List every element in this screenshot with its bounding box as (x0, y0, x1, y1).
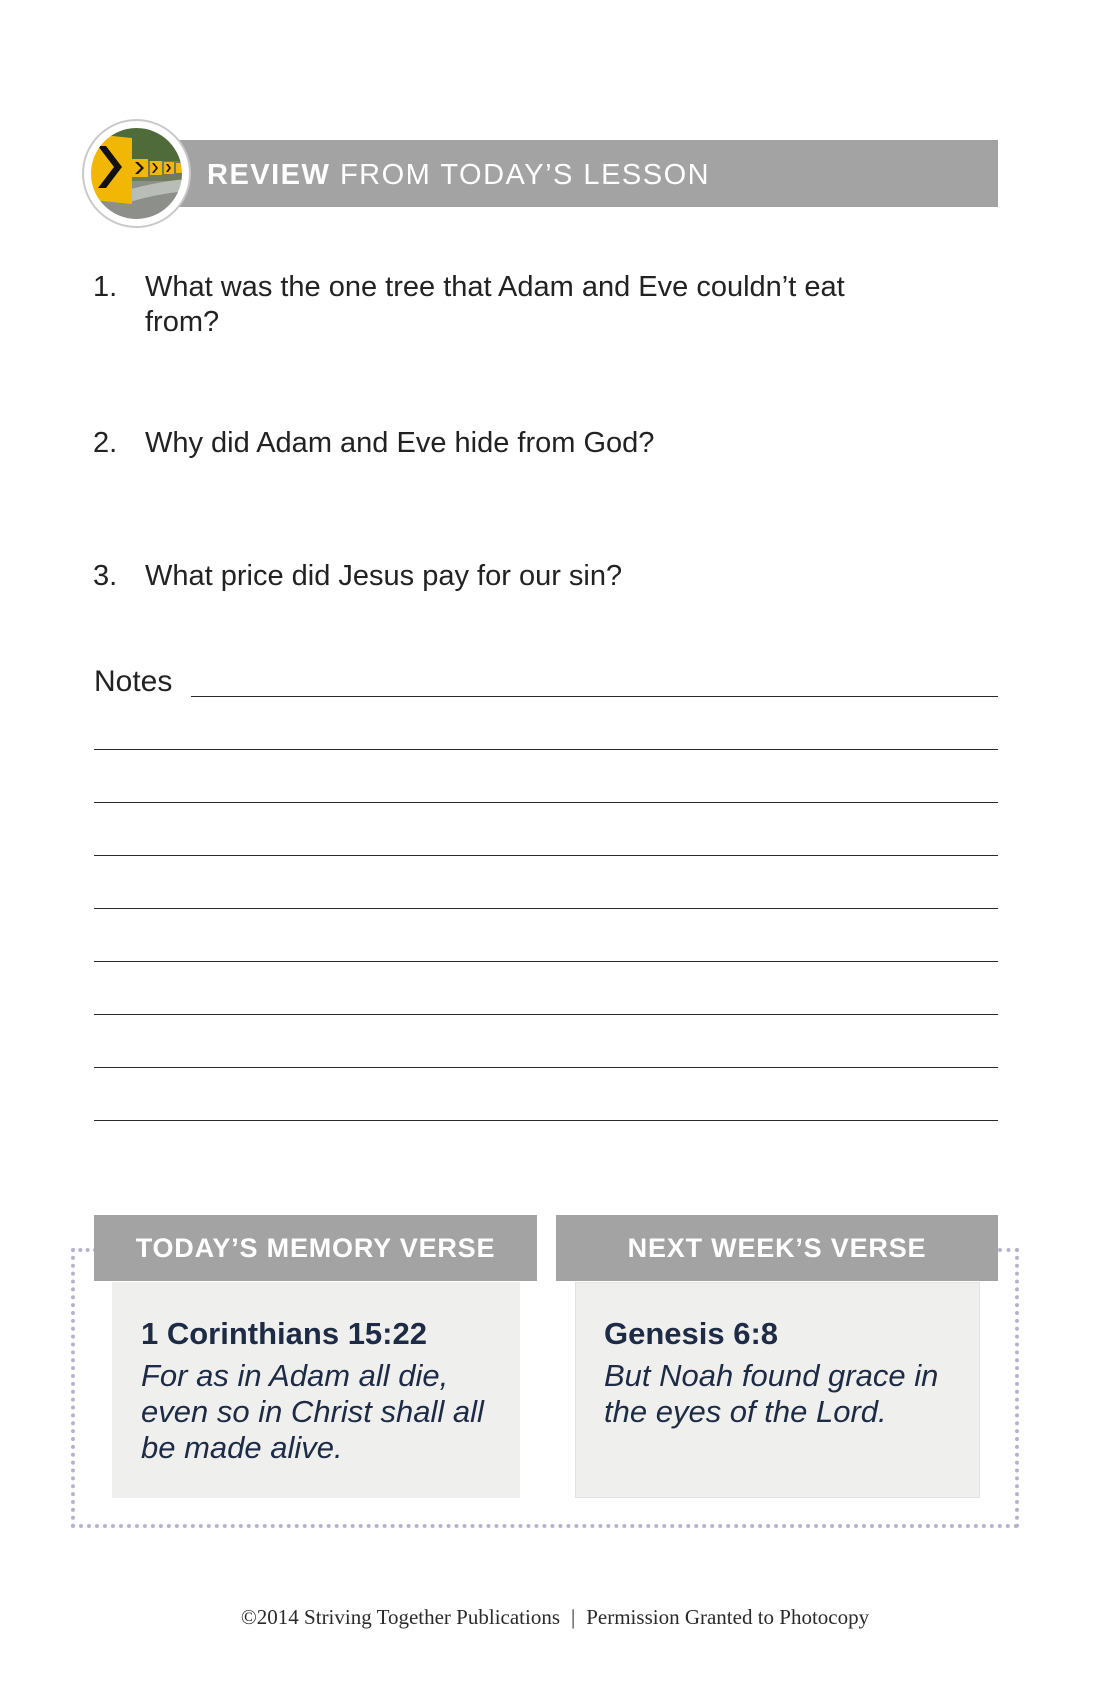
notes-line[interactable] (94, 855, 998, 856)
question-number: 1. (93, 271, 118, 303)
notes-line[interactable] (191, 696, 998, 697)
notes-line[interactable] (94, 1014, 998, 1015)
footer (0, 1604, 1110, 1630)
question-number: 2. (93, 427, 118, 459)
question-text: What was the one tree that Adam and Eve couldn’t eat from? (145, 271, 845, 338)
section-title-bold: REVIEW (207, 159, 331, 191)
footer-permission: Permission Granted to Photocopy (586, 1605, 870, 1629)
notes-line[interactable] (94, 1120, 998, 1121)
notes-line[interactable] (94, 802, 998, 803)
question-text: What price did Jesus pay for our sin? (145, 560, 623, 592)
notes-label: Notes (94, 665, 173, 698)
next-verse-reference: Genesis 6:8 (604, 1316, 779, 1351)
notes-line[interactable] (94, 908, 998, 909)
question-number: 3. (93, 560, 118, 592)
notes-line[interactable] (94, 1067, 998, 1068)
verse-frame-top-right (998, 1248, 1019, 1252)
notes-line[interactable] (94, 961, 998, 962)
question-text: Why did Adam and Eve hide from God? (145, 427, 655, 459)
footer-separator: | (571, 1605, 576, 1629)
notes-line[interactable] (94, 749, 998, 750)
memory-verse-reference: 1 Corinthians 15:22 (141, 1316, 427, 1351)
chevron-road-sign-icon (82, 119, 191, 228)
footer-copyright: ©2014 Striving Together Publications (240, 1605, 561, 1629)
question-1 (93, 270, 973, 350)
question-2 (93, 426, 973, 466)
question-3 (93, 559, 973, 599)
section-title (207, 158, 710, 192)
section-title-rest: FROM TODAY’S LESSON (330, 159, 711, 191)
memory-verse-header: TODAY’S MEMORY VERSE (94, 1215, 537, 1281)
next-verse-header: NEXT WEEK’S VERSE (556, 1215, 998, 1281)
next-verse-text: But Noah found grace in the eyes of the Lord. (604, 1358, 939, 1429)
memory-verse-text: For as in Adam all die, even so in Christ shall all be made alive. (141, 1358, 484, 1465)
